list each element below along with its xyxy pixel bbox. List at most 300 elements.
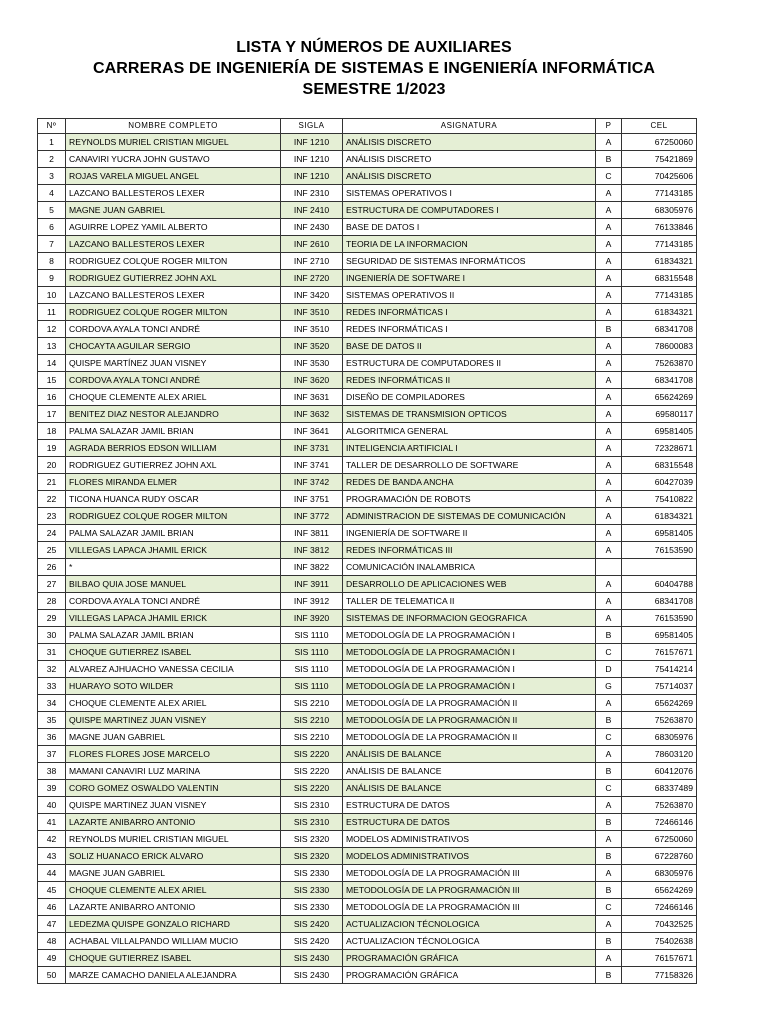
- code-cell: INF 2610: [281, 236, 343, 253]
- group-cell: A: [596, 797, 622, 814]
- group-cell: A: [596, 423, 622, 440]
- phone-cell: 78600083: [622, 338, 697, 355]
- subject-cell: PROGRAMACIÓN DE ROBOTS: [343, 491, 596, 508]
- full-name-cell: LAZARTE ANIBARRO ANTONIO: [66, 814, 281, 831]
- phone-cell: 77143185: [622, 287, 697, 304]
- row-number: 37: [38, 746, 66, 763]
- phone-cell: 78603120: [622, 746, 697, 763]
- group-cell: A: [596, 406, 622, 423]
- subject-cell: BASE DE DATOS I: [343, 219, 596, 236]
- phone-cell: 67250060: [622, 831, 697, 848]
- row-number: 30: [38, 627, 66, 644]
- full-name-cell: FLORES MIRANDA ELMER: [66, 474, 281, 491]
- code-cell: SIS 2220: [281, 746, 343, 763]
- subject-cell: ACTUALIZACION TÉCNOLOGICA: [343, 933, 596, 950]
- subject-cell: TALLER DE DESARROLLO DE SOFTWARE: [343, 457, 596, 474]
- subject-cell: METODOLOGÍA DE LA PROGRAMACIÓN III: [343, 899, 596, 916]
- row-number: 26: [38, 559, 66, 576]
- subject-cell: ESTRUCTURA DE COMPUTADORES II: [343, 355, 596, 372]
- code-cell: INF 3641: [281, 423, 343, 440]
- full-name-cell: CHOQUE GUTIERREZ ISABEL: [66, 644, 281, 661]
- table-row: [38, 168, 697, 185]
- row-number: 50: [38, 967, 66, 984]
- full-name-cell: CORDOVA AYALA TONCI ANDRÉ: [66, 372, 281, 389]
- code-cell: INF 3731: [281, 440, 343, 457]
- table-row: [38, 814, 697, 831]
- full-name-cell: *: [66, 559, 281, 576]
- row-number: 32: [38, 661, 66, 678]
- phone-cell: 68305976: [622, 865, 697, 882]
- group-cell: A: [596, 270, 622, 287]
- code-cell: SIS 1110: [281, 644, 343, 661]
- group-cell: B: [596, 627, 622, 644]
- code-cell: INF 3510: [281, 304, 343, 321]
- table-row: [38, 236, 697, 253]
- group-cell: A: [596, 457, 622, 474]
- row-number: 11: [38, 304, 66, 321]
- table-row: [38, 491, 697, 508]
- group-cell: B: [596, 712, 622, 729]
- header-code: SIGLA: [281, 119, 343, 134]
- code-cell: INF 3631: [281, 389, 343, 406]
- subject-cell: REDES INFORMÁTICAS II: [343, 372, 596, 389]
- subject-cell: SISTEMAS DE TRANSMISION OPTICOS: [343, 406, 596, 423]
- row-number: 39: [38, 780, 66, 797]
- code-cell: INF 3920: [281, 610, 343, 627]
- full-name-cell: QUISPE MARTINEZ JUAN VISNEY: [66, 712, 281, 729]
- full-name-cell: HUARAYO SOTO WILDER: [66, 678, 281, 695]
- subject-cell: MODELOS ADMINISTRATIVOS: [343, 831, 596, 848]
- full-name-cell: MAGNE JUAN GABRIEL: [66, 202, 281, 219]
- phone-cell: 68337489: [622, 780, 697, 797]
- full-name-cell: RODRIGUEZ GUTIERREZ JOHN AXL: [66, 270, 281, 287]
- phone-cell: 69581405: [622, 525, 697, 542]
- phone-cell: 68341708: [622, 321, 697, 338]
- table-row: [38, 457, 697, 474]
- phone-cell: 72328671: [622, 440, 697, 457]
- row-number: 1: [38, 134, 66, 151]
- code-cell: SIS 2420: [281, 916, 343, 933]
- title-line-3: SEMESTRE 1/2023: [302, 81, 446, 98]
- full-name-cell: BILBAO QUIA JOSE MANUEL: [66, 576, 281, 593]
- phone-cell: 76153590: [622, 542, 697, 559]
- code-cell: INF 3811: [281, 525, 343, 542]
- subject-cell: REDES INFORMÁTICAS I: [343, 304, 596, 321]
- full-name-cell: RODRIGUEZ COLQUE ROGER MILTON: [66, 508, 281, 525]
- full-name-cell: LAZCANO BALLESTEROS LEXER: [66, 185, 281, 202]
- table-row: [38, 219, 697, 236]
- table-row: [38, 780, 697, 797]
- code-cell: INF 2720: [281, 270, 343, 287]
- group-cell: B: [596, 848, 622, 865]
- title-line-1: LISTA Y NÚMEROS DE AUXILIARES: [236, 39, 512, 56]
- table-row: [38, 287, 697, 304]
- code-cell: INF 1210: [281, 168, 343, 185]
- group-cell: A: [596, 372, 622, 389]
- phone-cell: 61834321: [622, 253, 697, 270]
- full-name-cell: LAZCANO BALLESTEROS LEXER: [66, 287, 281, 304]
- table-row: [38, 882, 697, 899]
- table-row: [38, 134, 697, 151]
- table-row: [38, 678, 697, 695]
- full-name-cell: BENITEZ DIAZ NESTOR ALEJANDRO: [66, 406, 281, 423]
- table-row: [38, 916, 697, 933]
- row-number: 46: [38, 899, 66, 916]
- code-cell: SIS 1110: [281, 627, 343, 644]
- code-cell: INF 3751: [281, 491, 343, 508]
- group-cell: C: [596, 644, 622, 661]
- table-row: [38, 763, 697, 780]
- phone-cell: 77143185: [622, 236, 697, 253]
- phone-cell: 70432525: [622, 916, 697, 933]
- row-number: 21: [38, 474, 66, 491]
- subject-cell: METODOLOGÍA DE LA PROGRAMACIÓN III: [343, 865, 596, 882]
- group-cell: A: [596, 508, 622, 525]
- full-name-cell: CHOQUE GUTIERREZ ISABEL: [66, 950, 281, 967]
- group-cell: A: [596, 831, 622, 848]
- phone-cell: 75414214: [622, 661, 697, 678]
- table-row: [38, 321, 697, 338]
- full-name-cell: LAZCANO BALLESTEROS LEXER: [66, 236, 281, 253]
- group-cell: B: [596, 814, 622, 831]
- subject-cell: METODOLOGÍA DE LA PROGRAMACIÓN I: [343, 627, 596, 644]
- row-number: 7: [38, 236, 66, 253]
- group-cell: B: [596, 151, 622, 168]
- row-number: 41: [38, 814, 66, 831]
- row-number: 38: [38, 763, 66, 780]
- code-cell: SIS 2310: [281, 797, 343, 814]
- phone-cell: 61834321: [622, 304, 697, 321]
- phone-cell: 72466146: [622, 899, 697, 916]
- row-number: 12: [38, 321, 66, 338]
- full-name-cell: PALMA SALAZAR JAMIL BRIAN: [66, 423, 281, 440]
- code-cell: INF 3912: [281, 593, 343, 610]
- phone-cell: 60404788: [622, 576, 697, 593]
- subject-cell: COMUNICACIÓN INALAMBRICA: [343, 559, 596, 576]
- group-cell: A: [596, 950, 622, 967]
- table-row: [38, 967, 697, 984]
- phone-cell: 68341708: [622, 593, 697, 610]
- code-cell: INF 1210: [281, 151, 343, 168]
- full-name-cell: MARZE CAMACHO DANIELA ALEJANDRA: [66, 967, 281, 984]
- group-cell: A: [596, 865, 622, 882]
- row-number: 25: [38, 542, 66, 559]
- row-number: 23: [38, 508, 66, 525]
- code-cell: INF 3510: [281, 321, 343, 338]
- phone-cell: 65624269: [622, 389, 697, 406]
- row-number: 8: [38, 253, 66, 270]
- group-cell: A: [596, 542, 622, 559]
- full-name-cell: MAMANI CANAVIRI LUZ MARINA: [66, 763, 281, 780]
- full-name-cell: FLORES FLORES JOSE MARCELO: [66, 746, 281, 763]
- group-cell: A: [596, 338, 622, 355]
- code-cell: INF 3520: [281, 338, 343, 355]
- group-cell: A: [596, 287, 622, 304]
- code-cell: SIS 2330: [281, 865, 343, 882]
- subject-cell: PROGRAMACIÓN GRÁFICA: [343, 967, 596, 984]
- code-cell: SIS 2220: [281, 763, 343, 780]
- phone-cell: 77158326: [622, 967, 697, 984]
- group-cell: B: [596, 933, 622, 950]
- code-cell: INF 2410: [281, 202, 343, 219]
- group-cell: A: [596, 185, 622, 202]
- header-subject: ASIGNATURA: [343, 119, 596, 134]
- subject-cell: METODOLOGÍA DE LA PROGRAMACIÓN I: [343, 644, 596, 661]
- table-row: [38, 576, 697, 593]
- subject-cell: ACTUALIZACION TÉCNOLOGICA: [343, 916, 596, 933]
- group-cell: A: [596, 474, 622, 491]
- table-row: [38, 355, 697, 372]
- code-cell: SIS 2320: [281, 848, 343, 865]
- full-name-cell: CANAVIRI YUCRA JOHN GUSTAVO: [66, 151, 281, 168]
- row-number: 24: [38, 525, 66, 542]
- row-number: 15: [38, 372, 66, 389]
- subject-cell: SISTEMAS OPERATIVOS I: [343, 185, 596, 202]
- title-line-2: CARRERAS DE INGENIERÍA DE SISTEMAS E INGENIERÍA INFORMÁTICA: [92, 60, 656, 77]
- table-row: [38, 831, 697, 848]
- subject-cell: SISTEMAS OPERATIVOS II: [343, 287, 596, 304]
- table-header-row: [38, 119, 697, 134]
- subject-cell: INTELIGENCIA ARTIFICIAL I: [343, 440, 596, 457]
- row-number: 9: [38, 270, 66, 287]
- subject-cell: DESARROLLO DE APLICACIONES WEB: [343, 576, 596, 593]
- row-number: 31: [38, 644, 66, 661]
- full-name-cell: CHOQUE CLEMENTE ALEX ARIEL: [66, 695, 281, 712]
- phone-cell: 68305976: [622, 729, 697, 746]
- row-number: 20: [38, 457, 66, 474]
- row-number: 33: [38, 678, 66, 695]
- row-number: 45: [38, 882, 66, 899]
- group-cell: C: [596, 899, 622, 916]
- table-row: [38, 661, 697, 678]
- table-row: [38, 627, 697, 644]
- group-cell: [596, 559, 622, 576]
- subject-cell: TALLER DE TELEMATICA II: [343, 593, 596, 610]
- subject-cell: METODOLOGÍA DE LA PROGRAMACIÓN I: [343, 678, 596, 695]
- group-cell: B: [596, 882, 622, 899]
- table-row: [38, 253, 697, 270]
- header-number: Nº: [38, 119, 66, 134]
- full-name-cell: MAGNE JUAN GABRIEL: [66, 729, 281, 746]
- group-cell: A: [596, 576, 622, 593]
- table-row: [38, 729, 697, 746]
- row-number: 47: [38, 916, 66, 933]
- subject-cell: ANÁLISIS DE BALANCE: [343, 763, 596, 780]
- row-number: 18: [38, 423, 66, 440]
- phone-cell: 67228760: [622, 848, 697, 865]
- group-cell: A: [596, 440, 622, 457]
- phone-cell: 72466146: [622, 814, 697, 831]
- code-cell: INF 2430: [281, 219, 343, 236]
- subject-cell: REDES DE BANDA ANCHA: [343, 474, 596, 491]
- full-name-cell: ROJAS VARELA MIGUEL ANGEL: [66, 168, 281, 185]
- group-cell: C: [596, 729, 622, 746]
- row-number: 49: [38, 950, 66, 967]
- phone-cell: 68315548: [622, 457, 697, 474]
- row-number: 34: [38, 695, 66, 712]
- table-row: [38, 610, 697, 627]
- table-row: [38, 559, 697, 576]
- table-row: [38, 950, 697, 967]
- row-number: 2: [38, 151, 66, 168]
- table-row: [38, 899, 697, 916]
- full-name-cell: PALMA SALAZAR JAMIL BRIAN: [66, 525, 281, 542]
- row-number: 3: [38, 168, 66, 185]
- subject-cell: BASE DE DATOS II: [343, 338, 596, 355]
- code-cell: SIS 2430: [281, 967, 343, 984]
- row-number: 19: [38, 440, 66, 457]
- code-cell: SIS 2220: [281, 780, 343, 797]
- table-row: [38, 933, 697, 950]
- full-name-cell: RODRIGUEZ COLQUE ROGER MILTON: [66, 304, 281, 321]
- subject-cell: TEORIA DE LA INFORMACION: [343, 236, 596, 253]
- row-number: 27: [38, 576, 66, 593]
- group-cell: A: [596, 593, 622, 610]
- subject-cell: ANÁLISIS DE BALANCE: [343, 780, 596, 797]
- row-number: 16: [38, 389, 66, 406]
- table-row: [38, 508, 697, 525]
- full-name-cell: MAGNE JUAN GABRIEL: [66, 865, 281, 882]
- phone-cell: 75263870: [622, 355, 697, 372]
- subject-cell: ANÁLISIS DE BALANCE: [343, 746, 596, 763]
- row-number: 40: [38, 797, 66, 814]
- phone-cell: 76157671: [622, 644, 697, 661]
- group-cell: B: [596, 967, 622, 984]
- table-row: [38, 865, 697, 882]
- subject-cell: REDES INFORMÁTICAS I: [343, 321, 596, 338]
- group-cell: A: [596, 253, 622, 270]
- group-cell: A: [596, 916, 622, 933]
- subject-cell: SEGURIDAD DE SISTEMAS INFORMÁTICOS: [343, 253, 596, 270]
- group-cell: A: [596, 695, 622, 712]
- table-row: [38, 593, 697, 610]
- full-name-cell: RODRIGUEZ COLQUE ROGER MILTON: [66, 253, 281, 270]
- group-cell: A: [596, 355, 622, 372]
- table-row: [38, 338, 697, 355]
- header-group: P: [596, 119, 622, 134]
- group-cell: G: [596, 678, 622, 695]
- subject-cell: INGENIERÍA DE SOFTWARE I: [343, 270, 596, 287]
- code-cell: INF 3620: [281, 372, 343, 389]
- code-cell: INF 3822: [281, 559, 343, 576]
- subject-cell: METODOLOGÍA DE LA PROGRAMACIÓN II: [343, 695, 596, 712]
- full-name-cell: CHOCAYTA AGUILAR SERGIO: [66, 338, 281, 355]
- phone-cell: 65624269: [622, 695, 697, 712]
- table-row: [38, 797, 697, 814]
- phone-cell: 76153590: [622, 610, 697, 627]
- subject-cell: ANÁLISIS DISCRETO: [343, 168, 596, 185]
- full-name-cell: PALMA SALAZAR JAMIL BRIAN: [66, 627, 281, 644]
- subject-cell: METODOLOGÍA DE LA PROGRAMACIÓN III: [343, 882, 596, 899]
- table-row: [38, 202, 697, 219]
- group-cell: A: [596, 610, 622, 627]
- subject-cell: METODOLOGÍA DE LA PROGRAMACIÓN II: [343, 712, 596, 729]
- subject-cell: ADMINISTRACION DE SISTEMAS DE COMUNICACIÓN: [343, 508, 596, 525]
- row-number: 44: [38, 865, 66, 882]
- group-cell: A: [596, 746, 622, 763]
- code-cell: INF 3420: [281, 287, 343, 304]
- phone-cell: 75402638: [622, 933, 697, 950]
- row-number: 28: [38, 593, 66, 610]
- full-name-cell: VILLEGAS LAPACA JHAMIL ERICK: [66, 542, 281, 559]
- row-number: 13: [38, 338, 66, 355]
- row-number: 42: [38, 831, 66, 848]
- subject-cell: ANÁLISIS DISCRETO: [343, 151, 596, 168]
- full-name-cell: REYNOLDS MURIEL CRISTIAN MIGUEL: [66, 134, 281, 151]
- full-name-cell: CHOQUE CLEMENTE ALEX ARIEL: [66, 882, 281, 899]
- group-cell: A: [596, 389, 622, 406]
- subject-cell: SISTEMAS DE INFORMACION GEOGRAFICA: [343, 610, 596, 627]
- row-number: 29: [38, 610, 66, 627]
- subject-cell: ESTRUCTURA DE COMPUTADORES I: [343, 202, 596, 219]
- code-cell: SIS 2330: [281, 882, 343, 899]
- group-cell: A: [596, 236, 622, 253]
- full-name-cell: LAZARTE ANIBARRO ANTONIO: [66, 899, 281, 916]
- table-row: [38, 304, 697, 321]
- phone-cell: 61834321: [622, 508, 697, 525]
- phone-cell: 68315548: [622, 270, 697, 287]
- group-cell: D: [596, 661, 622, 678]
- phone-cell: 60427039: [622, 474, 697, 491]
- subject-cell: ESTRUCTURA DE DATOS: [343, 814, 596, 831]
- table-row: [38, 423, 697, 440]
- full-name-cell: QUISPE MARTÍNEZ JUAN VISNEY: [66, 355, 281, 372]
- table-body: [38, 134, 697, 984]
- full-name-cell: TICONA HUANCA RUDY OSCAR: [66, 491, 281, 508]
- full-name-cell: CHOQUE CLEMENTE ALEX ARIEL: [66, 389, 281, 406]
- full-name-cell: AGRADA BERRIOS EDSON WILLIAM: [66, 440, 281, 457]
- full-name-cell: VILLEGAS LAPACA JHAMIL ERICK: [66, 610, 281, 627]
- table-row: [38, 695, 697, 712]
- code-cell: SIS 2210: [281, 712, 343, 729]
- code-cell: INF 2710: [281, 253, 343, 270]
- assistants-table: [37, 118, 697, 984]
- table-row: [38, 746, 697, 763]
- phone-cell: 75263870: [622, 712, 697, 729]
- row-number: 17: [38, 406, 66, 423]
- phone-cell: 69581405: [622, 423, 697, 440]
- full-name-cell: REYNOLDS MURIEL CRISTIAN MIGUEL: [66, 831, 281, 848]
- table-row: [38, 542, 697, 559]
- code-cell: SIS 2210: [281, 695, 343, 712]
- table-row: [38, 406, 697, 423]
- group-cell: B: [596, 321, 622, 338]
- group-cell: A: [596, 304, 622, 321]
- phone-cell: 67250060: [622, 134, 697, 151]
- phone-cell: 68341708: [622, 372, 697, 389]
- phone-cell: 75263870: [622, 797, 697, 814]
- phone-cell: 75410822: [622, 491, 697, 508]
- header-full-name: NOMBRE COMPLETO: [66, 119, 281, 134]
- group-cell: A: [596, 219, 622, 236]
- phone-cell: 69580117: [622, 406, 697, 423]
- subject-cell: ANÁLISIS DISCRETO: [343, 134, 596, 151]
- table-row: [38, 474, 697, 491]
- group-cell: C: [596, 168, 622, 185]
- table-row: [38, 848, 697, 865]
- code-cell: SIS 1110: [281, 661, 343, 678]
- code-cell: INF 3742: [281, 474, 343, 491]
- row-number: 35: [38, 712, 66, 729]
- subject-cell: MODELOS ADMINISTRATIVOS: [343, 848, 596, 865]
- table-row: [38, 151, 697, 168]
- code-cell: INF 3911: [281, 576, 343, 593]
- row-number: 4: [38, 185, 66, 202]
- phone-cell: 76157671: [622, 950, 697, 967]
- subject-cell: METODOLOGÍA DE LA PROGRAMACIÓN II: [343, 729, 596, 746]
- group-cell: A: [596, 491, 622, 508]
- table-row: [38, 712, 697, 729]
